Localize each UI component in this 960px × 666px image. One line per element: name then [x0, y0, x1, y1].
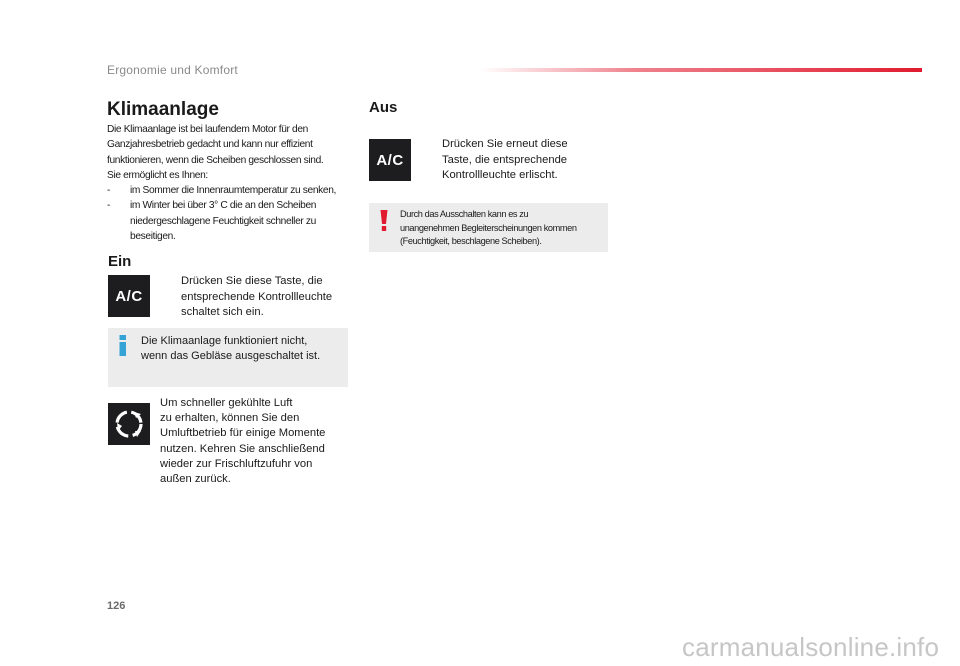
- recirc-line: Umluftbetrieb für einige Momente: [160, 427, 326, 440]
- page-number: 126: [107, 600, 126, 612]
- klimaanlage-intro: [107, 122, 357, 244]
- step-line: entsprechende Kontrollleuchte: [181, 290, 333, 303]
- recirc-line: Um schneller gekühlte Luft: [160, 397, 293, 409]
- warning-line: Durch das Ausschalten kann es zu: [400, 209, 529, 219]
- step-line: Drücken Sie diese Taste, die: [181, 275, 323, 287]
- aus-title: Aus: [369, 99, 398, 116]
- intro-line: Sie ermöglicht es Ihnen:: [107, 169, 208, 181]
- watermark: carmanualsonline.info: [682, 632, 940, 662]
- recirculation-text: [160, 396, 350, 487]
- list-item: [107, 198, 357, 244]
- warning-line: unangenehmen Begleiterscheinungen kommen: [400, 222, 577, 233]
- air-recirculation-icon: [108, 403, 150, 445]
- klimaanlage-title: Klimaanlage: [107, 99, 219, 120]
- list-line: im Winter bei über 3° C die an den Scheiben: [130, 200, 317, 212]
- warning-line: (Feuchtigkeit, beschlagene Scheiben).: [400, 236, 542, 247]
- warning-text: [400, 208, 606, 249]
- intro-line: Ganzjahresbetrieb gedacht und kann nur effizient: [107, 139, 313, 151]
- list-line: beseitigen.: [130, 231, 176, 243]
- intro-line: funktionieren, wenn die Scheiben geschlossen sind.: [107, 154, 324, 166]
- list-item: [107, 183, 357, 198]
- aus-step: [442, 137, 602, 184]
- warning-exclamation-icon: [380, 210, 388, 232]
- warning-box: [369, 203, 608, 252]
- info-icon: [118, 335, 128, 356]
- ac-button-icon: A/C: [369, 139, 411, 181]
- recirc-line: wieder zur Frischluftzufuhr von: [160, 457, 313, 470]
- ac-button-icon: A/C: [108, 275, 150, 317]
- list-line: im Sommer die Innenraumtemperatur zu senken,: [130, 185, 336, 197]
- step-line: schaltet sich ein.: [181, 306, 264, 318]
- step-line: Drücken Sie erneut diese: [442, 138, 568, 150]
- step-line: Taste, die entsprechende: [442, 153, 568, 166]
- list-dash: -: [107, 200, 111, 212]
- info-line: Die Klimaanlage funktioniert nicht,: [141, 335, 308, 347]
- recirc-line: nutzen. Kehren Sie anschließend: [160, 442, 325, 455]
- header-accent-rule: [480, 68, 922, 72]
- info-text: [141, 334, 346, 364]
- recirc-line: zu erhalten, können Sie den: [160, 412, 300, 425]
- list-dash: -: [107, 185, 111, 197]
- info-box: [108, 328, 348, 387]
- ein-title: Ein: [108, 253, 132, 270]
- recirc-line: außen zurück.: [160, 473, 231, 486]
- step-line: Kontrollleuchte erlischt.: [442, 169, 558, 181]
- section-header: Ergonomie und Komfort: [107, 63, 238, 77]
- info-line: wenn das Gebläse ausgeschaltet ist.: [141, 350, 321, 362]
- intro-line: Die Klimaanlage ist bei laufendem Motor für den: [107, 124, 308, 135]
- list-line: niedergeschlagene Feuchtigkeit schneller zu: [130, 215, 316, 227]
- ein-step: [181, 274, 351, 321]
